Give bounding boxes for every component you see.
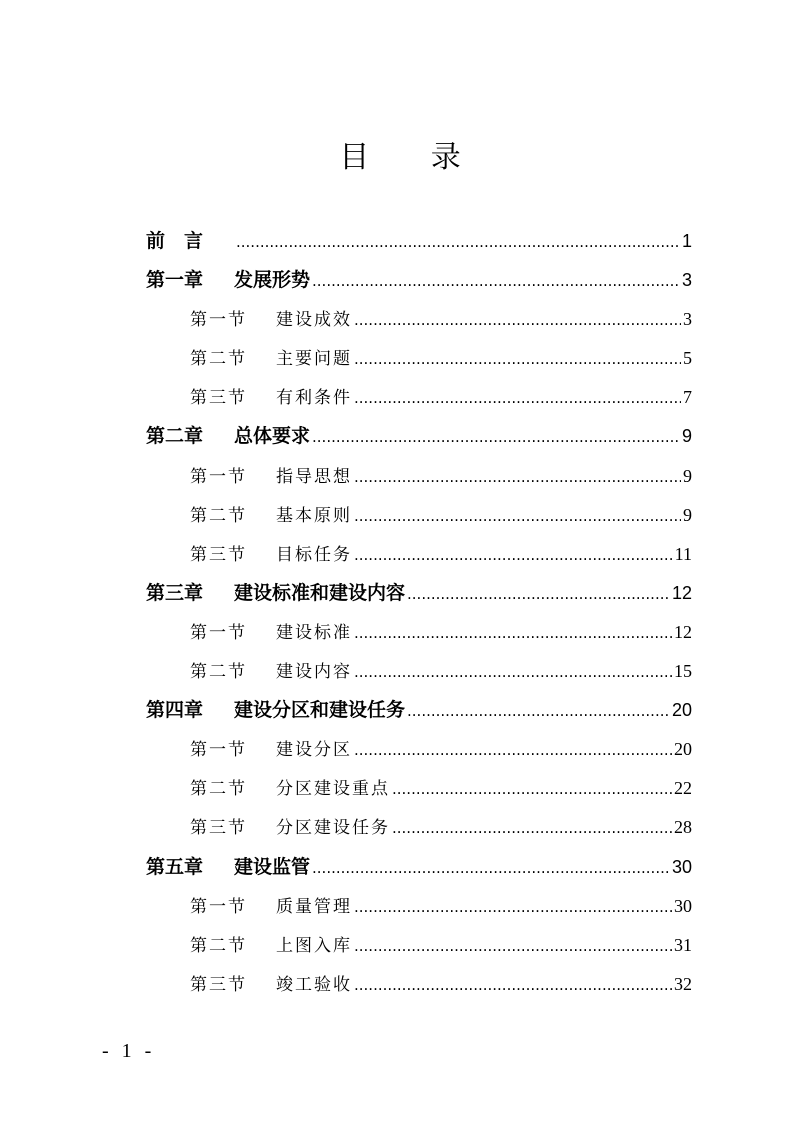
toc-entry-number: 第一节 xyxy=(190,740,247,761)
toc-dot-leader xyxy=(354,379,681,418)
toc-entry-page: 30 xyxy=(671,856,692,877)
toc-entry-title: 有利条件 xyxy=(276,388,352,409)
toc-dot-leader xyxy=(312,261,680,301)
toc-entry-page: 11 xyxy=(674,543,692,564)
toc-chapter-entry[interactable] xyxy=(146,574,692,613)
toc-entry-number: 第二节 xyxy=(190,662,247,683)
toc-entry-page: 15 xyxy=(674,661,692,682)
toc-section-entry[interactable] xyxy=(146,808,692,847)
toc-section-entry[interactable] xyxy=(146,926,692,965)
toc-section-entry[interactable] xyxy=(146,769,692,808)
toc-chapter-entry[interactable] xyxy=(146,222,692,261)
toc-section-entry[interactable] xyxy=(146,378,692,417)
toc-entry-page: 22 xyxy=(674,778,692,799)
toc-dot-leader xyxy=(407,691,670,731)
toc-dot-leader xyxy=(354,458,681,497)
toc-entry-page: 12 xyxy=(674,621,692,642)
toc-entry-number: 第五章 xyxy=(146,855,204,878)
toc-entry-title: 建设内容 xyxy=(276,662,352,683)
toc-entry-title: 目标任务 xyxy=(276,544,352,565)
toc-dot-leader xyxy=(354,340,681,379)
toc-dot-leader xyxy=(354,614,672,653)
toc-dot-leader xyxy=(392,770,672,809)
toc-dot-leader xyxy=(354,301,681,340)
toc-entry-page: 30 xyxy=(674,895,692,916)
toc-entry-number: 第三章 xyxy=(146,581,204,604)
toc-dot-leader xyxy=(312,417,680,457)
toc-entry-page: 3 xyxy=(683,309,692,330)
toc-section-entry[interactable] xyxy=(146,496,692,535)
toc-section-entry[interactable] xyxy=(146,730,692,769)
table-of-contents xyxy=(146,222,692,1004)
toc-entry-number: 第二节 xyxy=(190,349,247,370)
toc-entry-title: 建设分区和建设任务 xyxy=(234,699,406,722)
toc-chapter-entry[interactable] xyxy=(146,261,692,300)
toc-dot-leader xyxy=(354,966,672,1005)
toc-section-entry[interactable] xyxy=(146,887,692,926)
toc-dot-leader xyxy=(312,848,670,888)
toc-chapter-entry[interactable] xyxy=(146,417,692,456)
toc-entry-page: 3 xyxy=(681,270,692,291)
toc-entry-title: 上图入库 xyxy=(276,935,352,956)
toc-dot-leader xyxy=(354,653,672,692)
toc-entry-title: 发展形势 xyxy=(234,269,311,292)
toc-entry-title: 分区建设任务 xyxy=(276,818,390,839)
toc-dot-leader xyxy=(236,222,680,262)
toc-dot-leader xyxy=(354,497,681,536)
toc-dot-leader xyxy=(354,888,672,927)
toc-entry-page: 31 xyxy=(674,934,692,955)
toc-dot-leader xyxy=(354,731,672,770)
toc-entry-page: 9 xyxy=(681,426,692,447)
toc-entry-page: 28 xyxy=(674,817,692,838)
toc-entry-title: 建设标准 xyxy=(276,622,352,643)
toc-section-entry[interactable] xyxy=(146,457,692,496)
page-title: 目 录 xyxy=(339,140,487,175)
toc-dot-leader xyxy=(354,927,672,966)
toc-entry-title: 总体要求 xyxy=(234,425,311,448)
toc-entry-page: 9 xyxy=(683,465,692,486)
toc-entry-number: 第二节 xyxy=(190,779,247,800)
toc-entry-number: 前 言 xyxy=(146,230,204,252)
toc-entry-number: 第二节 xyxy=(190,935,247,956)
page-number: - 1 - xyxy=(102,1040,156,1062)
toc-section-entry[interactable] xyxy=(146,300,692,339)
toc-entry-title: 建设标准和建设内容 xyxy=(234,581,406,604)
toc-entry-number: 第三节 xyxy=(190,544,247,565)
toc-section-entry[interactable] xyxy=(146,613,692,652)
toc-entry-number: 第四章 xyxy=(146,699,204,722)
toc-entry-page: 9 xyxy=(683,504,692,525)
toc-entry-number: 第二章 xyxy=(146,425,204,448)
toc-entry-title: 建设监管 xyxy=(234,855,311,878)
toc-dot-leader xyxy=(392,809,672,848)
toc-entry-number: 第一节 xyxy=(190,622,247,643)
toc-dot-leader xyxy=(407,574,670,614)
toc-entry-page: 20 xyxy=(671,700,692,721)
toc-entry-page: 32 xyxy=(674,973,692,994)
toc-entry-title: 指导思想 xyxy=(276,466,352,487)
toc-entry-number: 第三节 xyxy=(190,388,247,409)
toc-entry-page: 7 xyxy=(683,387,692,408)
toc-entry-number: 第一章 xyxy=(146,269,204,292)
toc-entry-page: 1 xyxy=(681,231,692,251)
toc-entry-title: 竣工验收 xyxy=(276,974,352,995)
toc-entry-page: 5 xyxy=(683,348,692,369)
toc-entry-number: 第三节 xyxy=(190,818,247,839)
toc-section-entry[interactable] xyxy=(146,652,692,691)
toc-chapter-entry[interactable] xyxy=(146,848,692,887)
toc-entry-number: 第一节 xyxy=(190,896,247,917)
toc-entry-title: 质量管理 xyxy=(276,896,352,917)
toc-section-entry[interactable] xyxy=(146,339,692,378)
toc-section-entry[interactable] xyxy=(146,965,692,1004)
toc-section-entry[interactable] xyxy=(146,535,692,574)
toc-entry-number: 第一节 xyxy=(190,466,247,487)
toc-entry-title: 分区建设重点 xyxy=(276,779,390,800)
toc-entry-number: 第三节 xyxy=(190,974,247,995)
toc-entry-page: 12 xyxy=(671,582,692,603)
toc-entry-title: 主要问题 xyxy=(276,349,352,370)
toc-entry-page: 20 xyxy=(674,739,692,760)
toc-entry-number: 第一节 xyxy=(190,310,247,331)
toc-dot-leader xyxy=(354,536,673,575)
toc-entry-number: 第二节 xyxy=(190,505,247,526)
toc-entry-title: 建设分区 xyxy=(276,740,352,761)
toc-entry-title: 基本原则 xyxy=(276,505,352,526)
toc-entry-title: 建设成效 xyxy=(276,310,352,331)
toc-chapter-entry[interactable] xyxy=(146,691,692,730)
